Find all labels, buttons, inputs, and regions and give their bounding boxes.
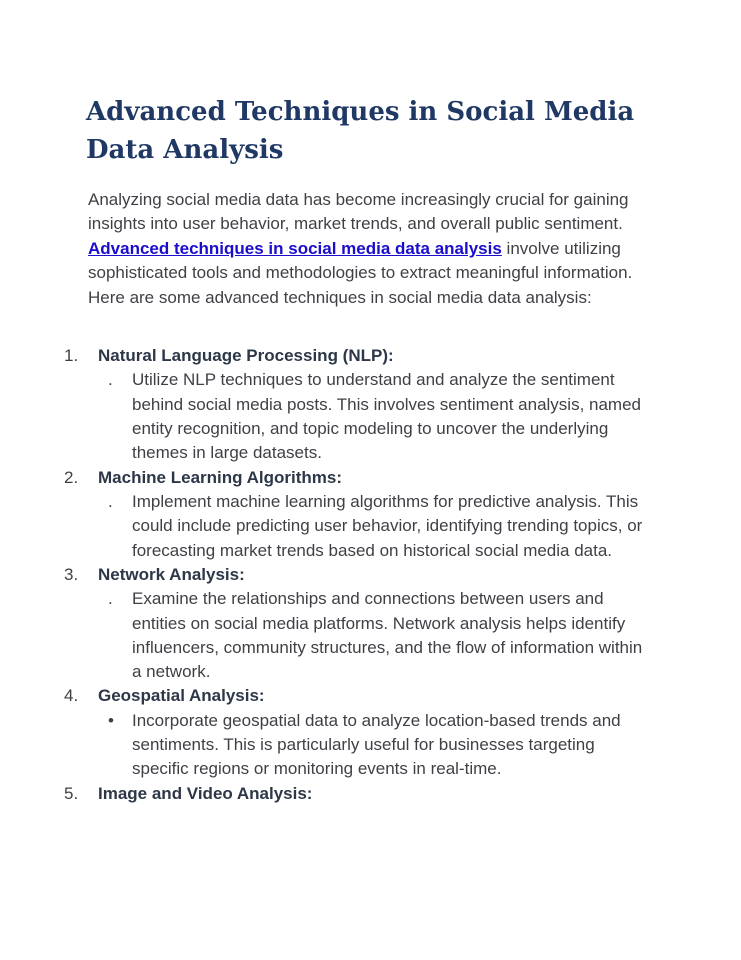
- techniques-list: [0, 344, 741, 806]
- list-item-description: [108, 709, 652, 782]
- sub-bullet: .: [108, 589, 113, 609]
- list-item-image-video: [0, 782, 741, 806]
- intro-text-start: Analyzing social media data has become increasingly crucial for gaining insights into user behavior, market trends, and overall public sentiment.: [88, 190, 629, 234]
- page-title: Advanced Techniques in Social Media Data Analysis: [86, 97, 635, 165]
- list-number: 5.: [64, 783, 79, 803]
- list-number: 3.: [64, 564, 79, 584]
- list-item-title: Network Analysis:: [98, 564, 245, 584]
- list-item-nlp: [0, 344, 741, 466]
- list-item-description: [108, 587, 652, 684]
- list-item-title: Geospatial Analysis:: [98, 686, 265, 706]
- list-item-title: Image and Video Analysis:: [98, 783, 313, 803]
- list-number: 4.: [64, 686, 79, 706]
- list-item-geospatial: [0, 684, 741, 781]
- list-number: 2.: [64, 467, 79, 487]
- sub-bullet: .: [108, 370, 113, 390]
- description-text: Incorporate geospatial data to analyze location-based trends and sentiments. This is particularly useful for businesses targeting specific regions or monitoring events in real-time.: [132, 710, 621, 779]
- list-item-network-analysis: [0, 563, 741, 685]
- list-item-description: [108, 490, 652, 563]
- list-number: 1.: [64, 346, 79, 365]
- description-text: Implement machine learning algorithms for predictive analysis. This could include predicting user behavior, identifying trending topics, or forecasting market trends based on historical social media data.: [132, 492, 643, 560]
- list-item-title: Machine Learning Algorithms:: [98, 467, 343, 487]
- intro-text-end: involve utilizing sophisticated tools and methodologies to extract meaningful information. Here are some advanced techniques in social media data analysis:: [88, 238, 633, 307]
- sub-bullet: .: [108, 492, 113, 511]
- list-item-machine-learning: [0, 466, 741, 563]
- intro-link[interactable]: Advanced techniques in social media data analysis: [88, 238, 502, 258]
- list-item-title: Natural Language Processing (NLP):: [98, 346, 394, 365]
- list-item-description: [108, 368, 652, 465]
- description-text: Examine the relationships and connections between users and entities on social media platforms. Network analysis helps identify influencers, community structures, and the flow of information within a network.: [132, 589, 643, 682]
- sub-bullet: •: [108, 710, 114, 730]
- intro-paragraph: [88, 188, 658, 310]
- description-text: Utilize NLP techniques to understand and analyze the sentiment behind social media posts. This involves sentiment analysis, named entity recognition, and topic modeling to uncover the underlying themes in large datasets.: [132, 370, 642, 463]
